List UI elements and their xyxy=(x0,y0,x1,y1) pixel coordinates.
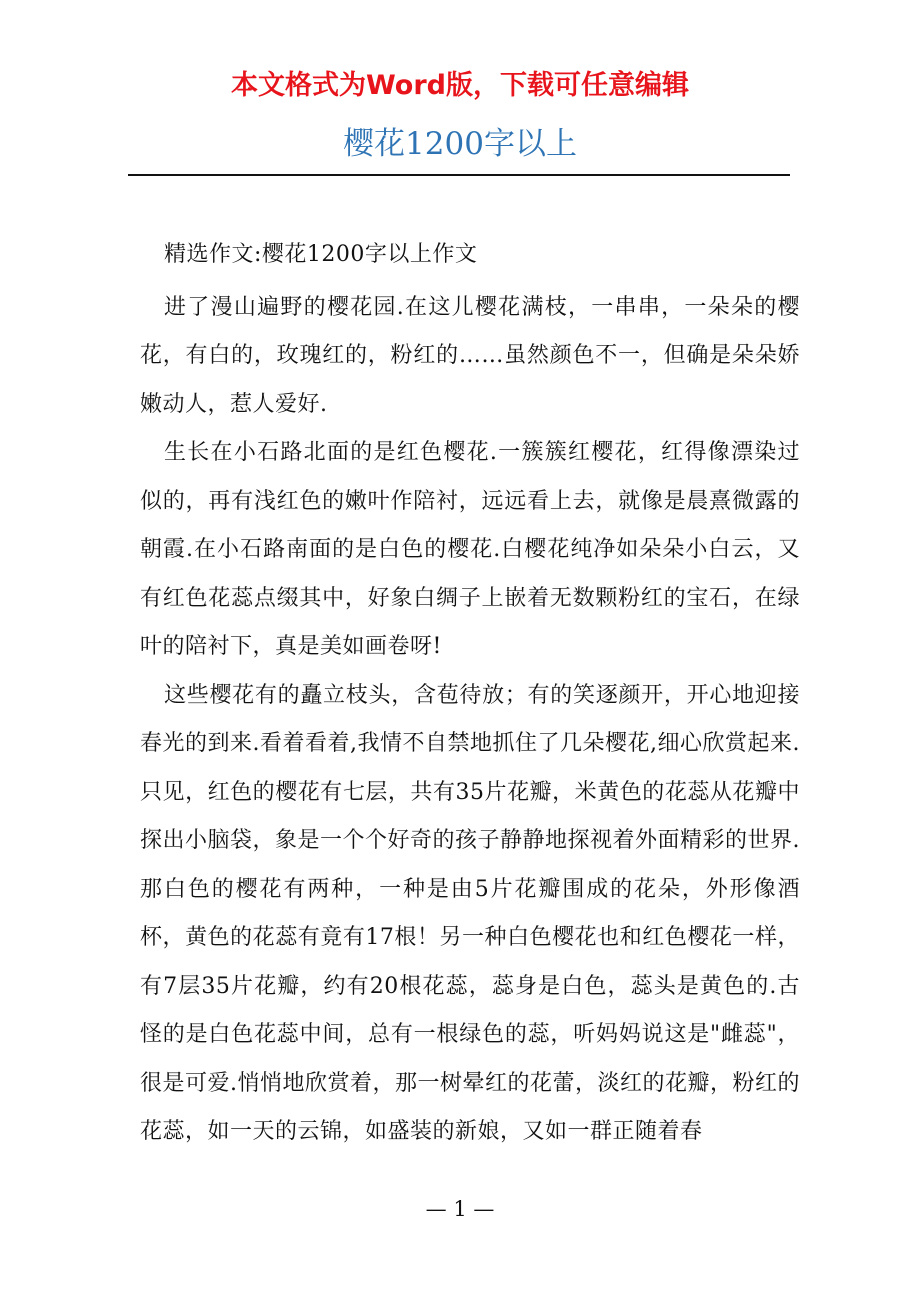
document-body xyxy=(140,231,800,1157)
intro-line: 精选作文:樱花1200字以上作文 xyxy=(164,242,478,267)
title-divider xyxy=(128,174,790,176)
document-title: 樱花1200字以上 xyxy=(343,126,577,162)
paragraph-1: 进了漫山遍野的樱花园.在这儿樱花满枝，一串串，一朵朵的樱花，有白的，玫瑰红的，粉红的……虽然颜色不一，但确是朵朵娇嫩动人，惹人爱好. xyxy=(140,294,800,417)
format-notice-banner: 本文格式为Word版，下载可任意编辑 xyxy=(230,70,689,101)
paragraph-3: 这些樱花有的矗立枝头，含苞待放；有的笑逐颜开，开心地迎接春光的到来.看着看着,我情不自禁地抓住了几朵樱花,细心欣赏起来.只见，红色的樱花有七层，共有35片花瓣，米黄色的花蕊从花瓣中探出小脑袋，象是一个个好奇的孩子静静地探视着外面精彩的世界.那白色的樱花有两种，一种是由5片花瓣围成的花朵，外形像酒杯，黄色的花蕊有竟有17根！另一种白色樱花也和红色樱花一样，有7层35片花瓣，约有20根花蕊，蕊身是白色，蕊头是黄色的.古怪的是白色花蕊中间，总有一根绿色的蕊，听妈妈说这是"雌蕊"，很是可爱.悄悄地欣赏着，那一树晕红的花蕾，淡红的花瓣，粉红的花蕊，如一天的云锦，如盛装的新娘，又如一群正随着春 xyxy=(140,682,800,1144)
page-number: — 1 — xyxy=(425,1197,495,1221)
paragraph-2: 生长在小石路北面的是红色樱花.一簇簇红樱花，红得像漂染过似的，再有浅红色的嫩叶作陪衬，远远看上去，就像是晨熹微露的朝霞.在小石路南面的是白色的樱花.白樱花纯净如朵朵小白云，又有红色花蕊点缀其中，好象白绸子上嵌着无数颗粉红的宝石，在绿叶的陪衬下，真是美如画卷呀! xyxy=(140,440,800,659)
